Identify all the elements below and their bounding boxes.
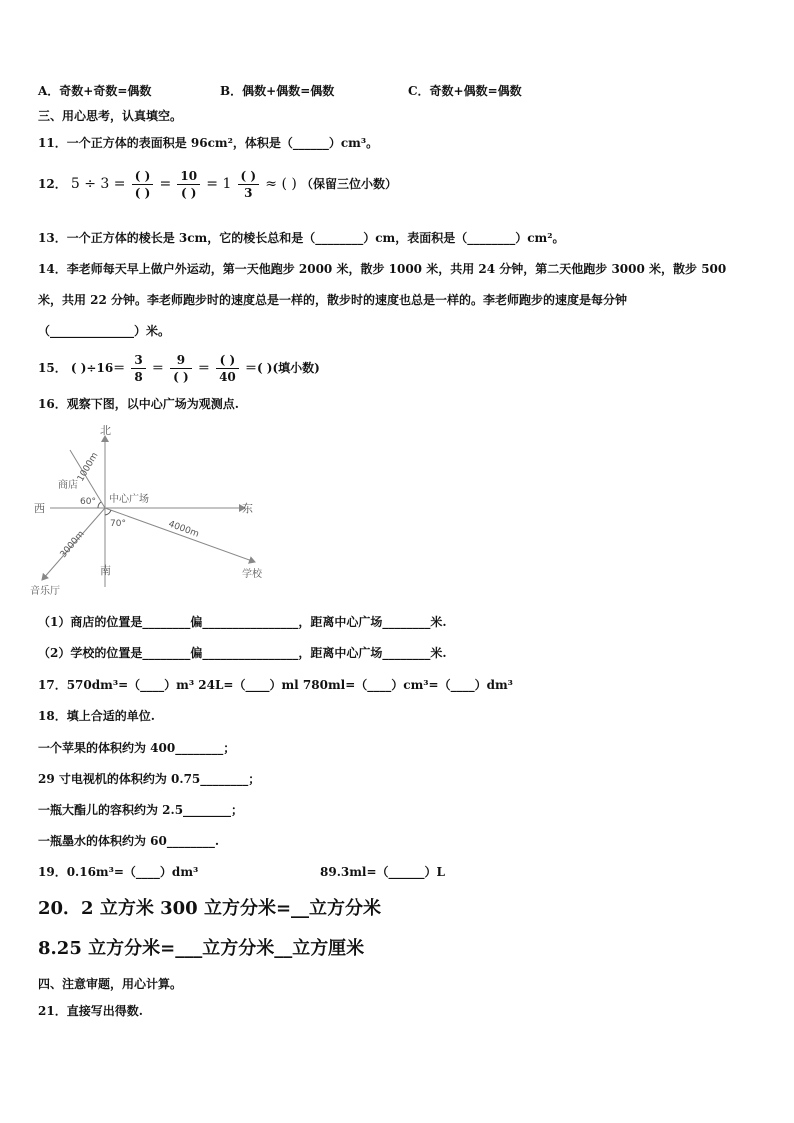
question-19-left: 19．0.16m³=（____）dm³ [38,865,199,879]
question-18-line-3: 一瓶大酯儿的容积约为 2.5________； [38,803,244,817]
west-label: 西 [34,502,45,515]
question-18-line-2: 29 寸电视机的体积约为 0.75________； [38,772,261,786]
shop-label: 商店 [58,480,78,491]
question-14-line-3: （______________）米。 [38,324,171,338]
music-distance: 3000m [58,529,87,560]
music-label: 音乐厅 [30,586,60,597]
section-4-heading: 四、注意审题，用心计算。 [38,977,183,991]
option-c: C．奇数+偶数=偶数 [408,84,522,98]
question-20-line-1: 20．2 立方米 300 立方分米=__立方分米 [38,898,382,919]
direction-map [30,422,280,602]
north-label: 北 [100,424,111,437]
question-17: 17．570dm³=（____）m³ 24L=（____）ml 780ml=（____）cm³=（____）dm³ [38,678,513,692]
question-11: 11．一个正方体的表面积是 96cm²，体积是（______）cm³。 [38,136,379,150]
question-20-line-2: 8.25 立方分米=___立方分米__立方厘米 [38,938,365,959]
question-15: 15． ( )÷16＝ $\frac{3}{8}$ ＝ $\frac{9}{( )}$ ＝ $\frac{( )}{40}$ ＝( )(填小数) [38,353,320,384]
question-18-title: 18．填上合适的单位. [38,709,155,723]
question-16: 16．观察下图，以中心广场为观测点. [38,397,239,411]
shop-distance: 1000m [75,451,101,484]
question-18-line-1: 一个苹果的体积约为 400________； [38,741,236,755]
question-16-2: （2）学校的位置是________偏________________，距离中心广场________米. [38,646,447,660]
shop-angle: 60° [80,497,96,507]
school-ray [105,508,255,562]
school-label: 学校 [242,569,262,580]
option-a: A．奇数+奇数=偶数 [38,84,152,98]
question-19-right: 89.3ml=（______）L [320,865,445,879]
school-distance: 4000m [166,519,201,540]
question-13: 13．一个正方体的棱长是 3cm，它的棱长总和是（________）cm，表面积是（________）cm²。 [38,231,565,245]
east-label: 东 [242,502,253,515]
question-14-line-2: 米，共用 22 分钟。李老师跑步时的速度总是一样的，散步时的速度也总是一样的。李老师跑步的速度是每分钟 [38,293,628,307]
section-3-heading: 三、用心思考，认真填空。 [38,109,183,123]
question-18-line-4: 一瓶墨水的体积约为 60________. [38,834,220,848]
center-label: 中心广场 [109,494,149,505]
question-14-line-1: 14．李老师每天早上做户外运动，第一天他跑步 2000 米，散步 1000 米，共用 24 分钟，第二天他跑步 3000 米，散步 500 [38,262,727,276]
question-16-1: （1）商店的位置是________偏________________，距离中心广场________米. [38,615,447,629]
south-label: 南 [100,564,111,577]
school-angle: 70° [110,519,126,529]
option-b: B．偶数+偶数=偶数 [220,84,335,98]
question-21: 21．直接写出得数. [38,1004,143,1018]
question-12: 12． 5 ÷ 3 = $\frac{( )}{( )}$ = $\frac{10}{( )}$ = 1 $\frac{( )}{3}$ ≈ ( ) （保留三位小数） [38,169,398,200]
